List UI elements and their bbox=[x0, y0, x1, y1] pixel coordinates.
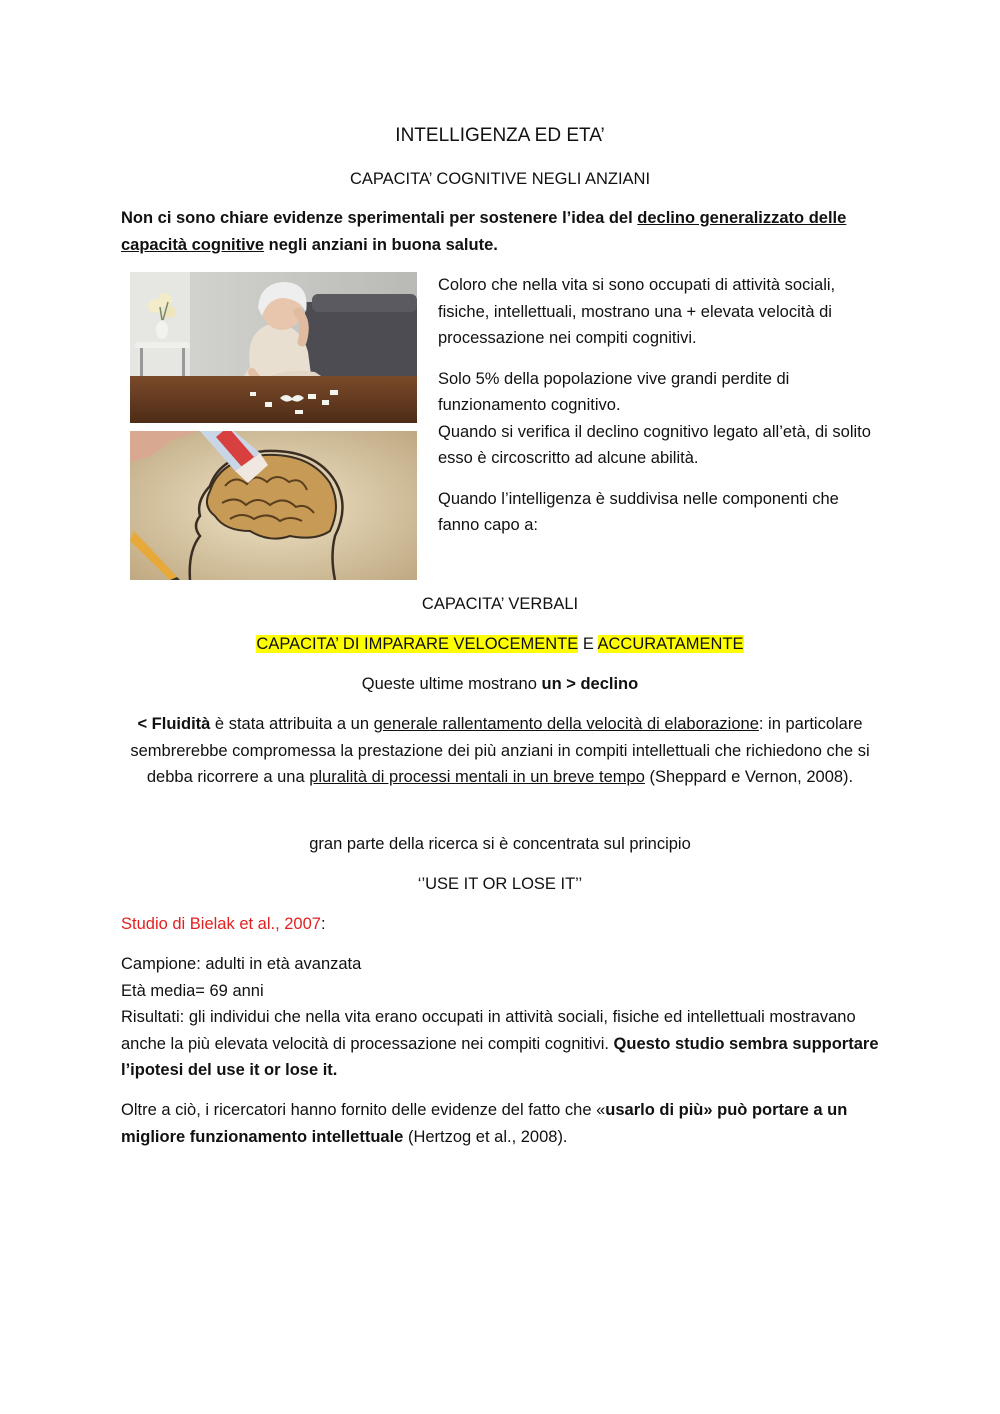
fluidita-text-3: (Sheppard e Vernon, 2008). bbox=[644, 768, 854, 786]
side-paragraph-2-line-1: Solo 5% della popolazione vive grandi perdite di funzionamento cognitivo. bbox=[438, 369, 790, 414]
elderly-woman-photo bbox=[130, 272, 417, 423]
brain-eraser-photo bbox=[130, 431, 417, 580]
ultime-bold: un > declino bbox=[541, 675, 639, 693]
fluidita-underline-1: generale rallentamento della velocità di elaborazione bbox=[373, 715, 759, 733]
elderly-woman-illustration bbox=[130, 272, 417, 423]
capacita-imparare-heading bbox=[0, 631, 1000, 658]
intro-text-2: negli anziani in buona salute. bbox=[264, 235, 498, 254]
ricerca-line: gran parte della ricerca si è concentrata sul principio bbox=[309, 835, 691, 853]
capacita-verbali-heading: CAPACITA’ VERBALI bbox=[421, 595, 579, 613]
studio-reference-red: Studio di Bielak et al., 2007 bbox=[121, 915, 321, 933]
ultime-text: Queste ultime mostrano bbox=[361, 675, 542, 693]
intro-paragraph bbox=[121, 205, 861, 258]
brain-eraser-illustration bbox=[130, 431, 417, 580]
campione-bold: Questo studio sembra supportare l’ipotesi del use it or lose it. bbox=[121, 1034, 879, 1079]
highlighted-text-2: ACCURATAMENTE bbox=[597, 635, 744, 653]
oltre-text-1: Oltre a ciò, i ricercatori hanno fornito delle evidenze del fatto che « bbox=[121, 1101, 606, 1119]
campione-line-1: Campione: adulti in età avanzata bbox=[121, 955, 362, 973]
connector-text: E bbox=[578, 635, 598, 653]
campione-paragraph bbox=[121, 951, 881, 1084]
studio-colon: : bbox=[320, 915, 326, 933]
fluidita-underline-2: pluralità di processi mentali in un breve tempo bbox=[309, 768, 645, 786]
side-paragraph-3: Quando l’intelligenza è suddivisa nelle componenti che fanno capo a: bbox=[438, 489, 839, 534]
campione-line-2: Età media= 69 anni bbox=[121, 981, 264, 1000]
side-paragraph-1: Coloro che nella vita si sono occupati di attività sociali, fisiche, intellettuali, mostrano una + elevata velocità di processazione nei compiti cognitivi. bbox=[438, 276, 836, 347]
fluidita-bold: < Fluidità bbox=[137, 715, 211, 733]
campione-line-3: Risultati: gli individui che nella vita erano occupati in attività sociali, fisiche ed intellettuali mostravano anche la più elevata velocità di processazione nei compiti cognitivi. bbox=[121, 1008, 856, 1053]
side-paragraph-2 bbox=[438, 366, 883, 472]
fluidita-text-2: : in particolare sembrerebbe compromessa la prestazione dei più anziani in compiti intellettuali che richiedono che si debba ricorrere a una bbox=[130, 715, 870, 786]
illustrations bbox=[130, 272, 417, 580]
page-title: INTELLIGENZA ED ETA’ bbox=[395, 125, 605, 146]
oltre-paragraph bbox=[121, 1097, 881, 1150]
fluidita-text-1: è stata attribuita a un bbox=[210, 715, 374, 733]
intro-text-1: Non ci sono chiare evidenze sperimentali per sostenere l’idea del bbox=[121, 209, 638, 227]
oltre-text-2: (Hertzog et al., 2008). bbox=[403, 1127, 568, 1146]
fluidita-paragraph bbox=[120, 711, 880, 791]
oltre-bold: usarlo di più» può portare a un migliore funzionamento intellettuale bbox=[121, 1101, 848, 1146]
highlighted-text-1: CAPACITA’ DI IMPARARE VELOCEMENTE bbox=[256, 635, 579, 653]
side-text-column bbox=[438, 272, 883, 553]
side-paragraph-2-line-2: Quando si verifica il declino cognitivo legato all’età, di solito esso è circoscritto ad alcune abilità. bbox=[438, 422, 871, 467]
intro-underlined-text: declino generalizzato delle capacità cognitive bbox=[121, 209, 847, 254]
use-it-or-lose-it-line: ‘’USE IT OR LOSE IT’’ bbox=[417, 875, 583, 893]
studio-reference bbox=[121, 911, 881, 938]
page-subtitle: CAPACITA’ COGNITIVE NEGLI ANZIANI bbox=[349, 170, 651, 188]
ultime-line bbox=[0, 671, 1000, 698]
